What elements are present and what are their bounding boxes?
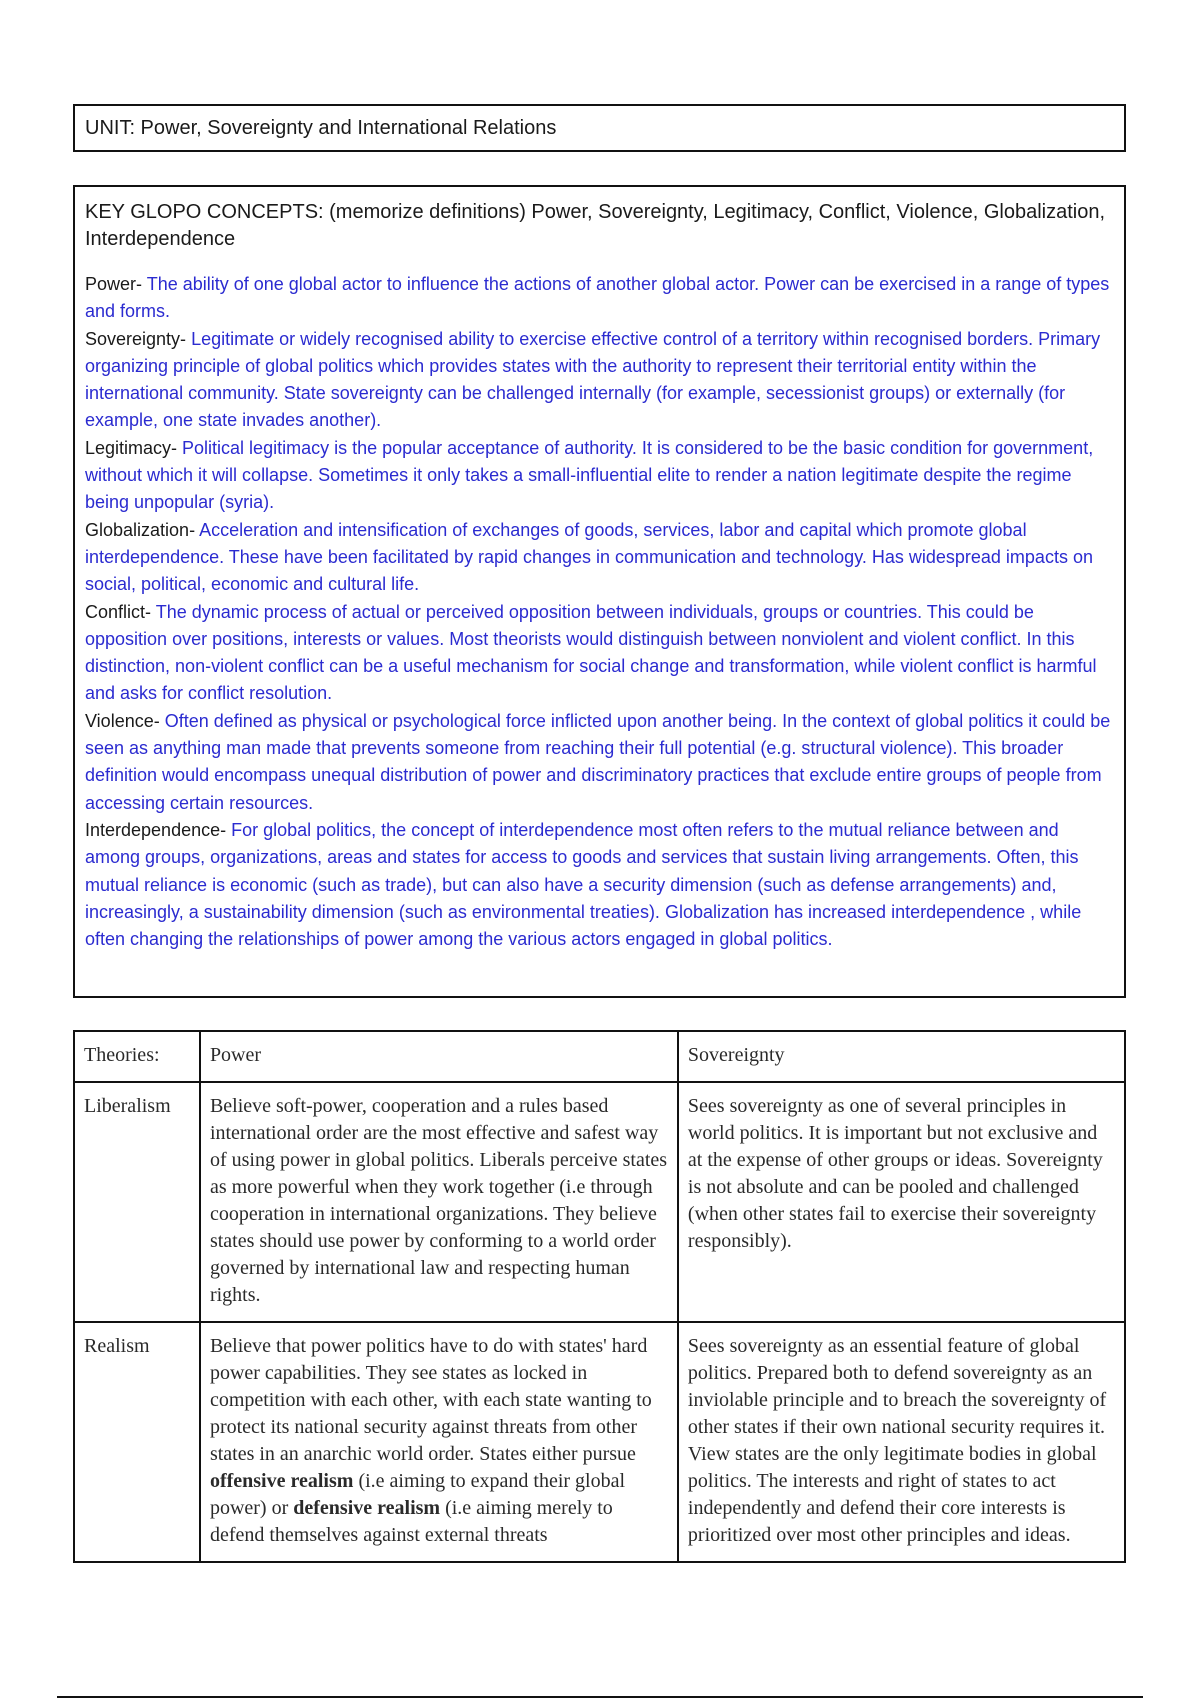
theory-name: Realism [74, 1322, 200, 1562]
definition-conflict [85, 599, 1114, 708]
term-definition: Political legitimacy is the popular acceptance of authority. It is considered to be the basic condition for government, without which it will collapse. Sometimes it only takes a small-influential elite to render a nation legitimate despite the regime being unpopular (syria). [85, 437, 1094, 513]
realism-power-text: (i.e aiming merely to defend themselves against external threats [209, 1497, 613, 1546]
table-row-liberalism [74, 1082, 1125, 1322]
realism-power-cell [200, 1322, 678, 1562]
defensive-realism-term: defensive realism [293, 1497, 441, 1519]
term-definition: The ability of one global actor to influence the actions of another global actor. Power can be exercised in a range of types and forms. [85, 274, 1110, 322]
term-definition: Legitimate or widely recognised ability to exercise effective control of a territory within recognised borders. Primary organizing principle of global politics which provides states with the authority to represent their territorial entity within the international community. State sovereignty can be challenged internally (for example, secessionist groups) or externally (for example, one state invades another). [85, 328, 1101, 431]
theory-name: Liberalism [74, 1082, 200, 1322]
term-label: Legitimacy- [85, 437, 183, 458]
term-label: Violence- [85, 710, 165, 731]
term-definition: The dynamic process of actual or perceived opposition between individuals, groups or countries. This could be opposition over positions, interests or values. Most theorists would distinguish between nonviolent and violent conflict. In this distinction, non-violent conflict can be a useful mechanism for social change and transformation, while violent conflict is harmful and asks for conflict resolution. [85, 601, 1097, 704]
liberalism-sovereignty-cell: Sees sovereignty as one of several principles in world politics. It is important but not exclusive and at the expense of other groups or ideas. Sovereignty is not absolute and can be pooled and challenged (when other states fail to exercise their sovereignty responsibly). [678, 1082, 1125, 1322]
realism-power-text: Believe that power politics have to do with states' hard power capabilities. They see states as locked in competition with each other, with each state wanting to protect its national security against threats from other states in an anarchic world order. States either pursue [209, 1335, 652, 1465]
offensive-realism-term: offensive realism [209, 1470, 354, 1492]
key-concepts-box [73, 185, 1126, 998]
table-row-realism [74, 1322, 1125, 1562]
definition-power [85, 271, 1114, 326]
term-label: Sovereignty- [85, 328, 192, 349]
table-header-row [74, 1031, 1125, 1082]
realism-sovereignty-cell: Sees sovereignty as an essential feature of global politics. Prepared both to defend sovereignty as an inviolable principle and to breach the sovereignty of other states if their own national security requires it. View states are the only legitimate bodies in global politics. The interests and right of states to act independently and defend their core interests is prioritized over most other principles and ideas. [678, 1322, 1125, 1562]
term-label: Interdependence- [85, 819, 232, 840]
header-power: Power [200, 1031, 678, 1082]
term-label: Conflict- [85, 601, 156, 622]
definition-legitimacy [85, 435, 1114, 517]
term-definition: Acceleration and intensification of exchanges of goods, services, labor and capital which promote global interdependence. These have been facilitated by rapid changes in communication and technology. Has widespread impacts on social, political, economic and cultural life. [85, 519, 1093, 595]
page-bottom-divider [57, 1696, 1143, 1698]
liberalism-power-cell: Believe soft-power, cooperation and a rules based international order are the most effective and safest way of using power in global politics. Liberals perceive states as more powerful when they work together (i.e through cooperation in international organizations. They believe states should use power by conforming to a world order governed by international law and respecting human rights. [200, 1082, 678, 1322]
header-theories: Theories: [74, 1031, 200, 1082]
unit-title-box [73, 104, 1126, 152]
term-label: Power- [85, 274, 147, 294]
term-label: Globalization- [85, 519, 200, 540]
definitions-list [85, 271, 1114, 953]
definition-sovereignty [85, 326, 1114, 435]
unit-title: UNIT: Power, Sovereignty and International Relations [85, 116, 557, 139]
term-definition: For global politics, the concept of interdependence most often refers to the mutual reliance between and among groups, organizations, areas and states for access to goods and services that sustain living arrangements. Often, this mutual reliance is economic (such as trade), but can also have a security dimension (such as defense arrangements) and, increasingly, a sustainability dimension (such as environmental treaties). Globalization has increased interdependence , while often changing the relationships of power among the various actors engaged in global politics. [85, 819, 1082, 950]
term-definition: Often defined as physical or psychological force inflicted upon another being. In the context of global politics it could be seen as anything man made that prevents someone from reaching their full potential (e.g. structural violence). This broader definition would encompass unequal distribution of power and discriminatory practices that exclude entire groups of people from accessing certain resources. [85, 710, 1111, 813]
realism-power-text: (i.e aiming to expand their global power) or [209, 1470, 626, 1519]
theories-table [73, 1030, 1126, 1563]
key-concepts-heading: KEY GLOPO CONCEPTS: (memorize definitions) Power, Sovereignty, Legitimacy, Conflict, Violence, Globalization, Interdependence [85, 201, 1106, 250]
header-sovereignty: Sovereignty [678, 1031, 1125, 1082]
definition-violence [85, 708, 1114, 817]
definition-globalization [85, 517, 1114, 599]
definition-interdependence [85, 817, 1114, 953]
